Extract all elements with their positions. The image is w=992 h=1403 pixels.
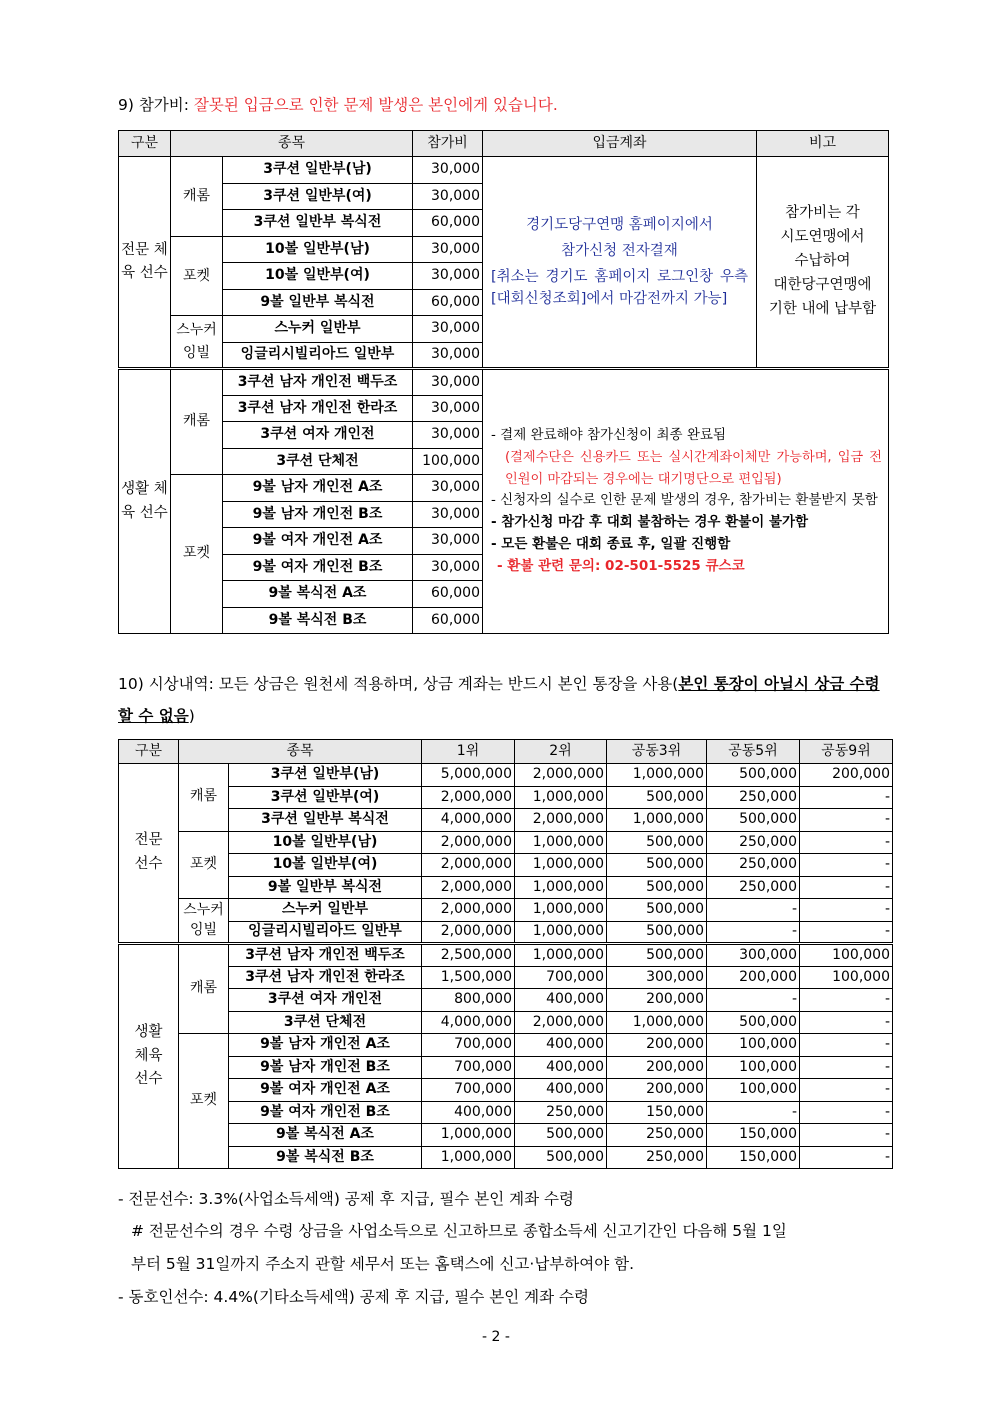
fee-value: 60,000: [413, 581, 483, 608]
prize-row: [119, 1079, 893, 1102]
prize-amount: 250,000: [707, 876, 800, 899]
prize-amount: -: [707, 921, 800, 944]
prize-amount: 1,000,000: [515, 854, 607, 877]
fee-value: 60,000: [413, 607, 483, 634]
prize-amount: 200,000: [607, 989, 707, 1012]
prize-amount: 5,000,000: [422, 764, 515, 787]
prize-row: [119, 786, 893, 809]
header-remark: 비고: [757, 131, 889, 157]
prize-event-name: 10볼 일반부(여): [229, 854, 422, 877]
category-cell: 포켓: [171, 475, 223, 634]
header-fee: 참가비: [413, 131, 483, 157]
prize-amount: 500,000: [707, 764, 800, 787]
payment-line-1: 경기도당구연맹 홈페이지에서: [526, 217, 713, 234]
fee-value: 30,000: [413, 395, 483, 422]
note-4: - 모든 환불은 대회 종료 후, 일괄 진행함: [491, 535, 731, 552]
prize-amount: 500,000: [707, 809, 800, 832]
prize-row: [119, 966, 893, 989]
event-name: 3쿠션 일반부(여): [223, 183, 413, 210]
prize-amount: -: [800, 1146, 893, 1169]
prize-amount: -: [800, 921, 893, 944]
prize-amount: 2,000,000: [515, 1011, 607, 1034]
prize-event-name: 9볼 남자 개인전 A조: [229, 1034, 422, 1057]
event-name: 10볼 일반부(여): [223, 263, 413, 290]
tax-note-2: 부터 5월 31일까지 주소지 관할 세무서 또는 홈택스에 신고·납부하여야 함.: [131, 1255, 635, 1273]
event-name: 9볼 남자 개인전 B조: [223, 501, 413, 528]
prize-amount: -: [707, 989, 800, 1012]
prize-event-name: 잉글리시빌리아드 일반부: [229, 921, 422, 944]
prize-amount: -: [800, 1034, 893, 1057]
remark-line: 수납하여: [794, 253, 851, 270]
prize-amount: -: [707, 1101, 800, 1124]
prize-amount: 500,000: [707, 1011, 800, 1034]
category-cell: 캐롬: [171, 369, 223, 475]
prize-event-name: 3쿠션 단체전: [229, 1011, 422, 1034]
event-name: 10볼 일반부(남): [223, 236, 413, 263]
prize-amount: 2,000,000: [422, 786, 515, 809]
prize-amount: 1,000,000: [515, 921, 607, 944]
prize-amount: 1,000,000: [422, 1146, 515, 1169]
page-number: - 2 -: [482, 1329, 510, 1345]
prize-amount: 250,000: [515, 1101, 607, 1124]
event-name: 스누커 일반부: [223, 316, 413, 343]
category-cell: 캐롬: [171, 157, 223, 237]
tax-line-amateur: - 동호인선수: 4.4%(기타소득세액) 공제 후 지급, 필수 본인 계좌 수령: [118, 1288, 589, 1306]
prize-category-cell: 포켓: [179, 1034, 229, 1169]
fee-value: 30,000: [413, 236, 483, 263]
prize-amount: 2,000,000: [422, 854, 515, 877]
prize-event-name: 3쿠션 여자 개인전: [229, 989, 422, 1012]
prize-amount: -: [800, 854, 893, 877]
header-account: 입금계좌: [483, 131, 757, 157]
fee-value: 60,000: [413, 210, 483, 237]
prize-amount: 200,000: [607, 1056, 707, 1079]
tax-line-pro: - 전문선수: 3.3%(사업소득세액) 공제 후 지급, 필수 본인 계좌 수령: [118, 1190, 574, 1208]
prize-amount: 150,000: [707, 1146, 800, 1169]
prize-row: [119, 876, 893, 899]
prize-row: [119, 1011, 893, 1034]
prize-amount: 250,000: [607, 1146, 707, 1169]
event-name: 3쿠션 일반부 복식전: [223, 210, 413, 237]
event-name: 3쿠션 여자 개인전: [223, 422, 413, 449]
prize-amount: 1,000,000: [607, 1011, 707, 1034]
prize-event-name: 9볼 일반부 복식전: [229, 876, 422, 899]
prize-amount: 2,000,000: [515, 809, 607, 832]
prize-category-cell: 스누커 잉빌: [179, 899, 229, 944]
event-name: 9볼 남자 개인전 A조: [223, 475, 413, 502]
prize-row: [119, 899, 893, 922]
prize-amount: 2,000,000: [515, 764, 607, 787]
prize-event-name: 9볼 복식전 A조: [229, 1124, 422, 1147]
prize-event-name: 9볼 여자 개인전 A조: [229, 1079, 422, 1102]
prize-amount: 400,000: [515, 1034, 607, 1057]
prize-amount: 400,000: [515, 1079, 607, 1102]
prize-amount: 1,000,000: [515, 944, 607, 967]
prize-amount: 800,000: [422, 989, 515, 1012]
event-name: 3쿠션 일반부(남): [223, 157, 413, 184]
prize-amount: 1,000,000: [515, 876, 607, 899]
prize-row: [119, 854, 893, 877]
prize-amount: 100,000: [800, 944, 893, 967]
prize-row: [119, 1034, 893, 1057]
prize-header-9th: 공동9위: [800, 740, 893, 764]
prize-amount: 500,000: [607, 831, 707, 854]
group-amateur: 생활 체육 선수: [119, 369, 171, 634]
prize-header-1st: 1위: [422, 740, 515, 764]
prize-amount: 500,000: [515, 1146, 607, 1169]
event-name: 9볼 여자 개인전 A조: [223, 528, 413, 555]
fee-value: 100,000: [413, 448, 483, 475]
note-3: - 참가신청 마감 후 대회 불참하는 경우 환불이 불가함: [491, 513, 809, 530]
event-name: 9볼 일반부 복식전: [223, 289, 413, 316]
prize-row: [119, 1101, 893, 1124]
fee-value: 30,000: [413, 342, 483, 369]
prize-header-2nd: 2위: [515, 740, 607, 764]
prize-amount: 700,000: [422, 1034, 515, 1057]
event-name: 3쿠션 단체전: [223, 448, 413, 475]
prize-amount: 700,000: [422, 1056, 515, 1079]
prize-amount: 4,000,000: [422, 1011, 515, 1034]
prize-amount: 150,000: [607, 1101, 707, 1124]
prize-amount: 1,000,000: [515, 831, 607, 854]
prize-amount: -: [800, 1101, 893, 1124]
prize-event-name: 9볼 여자 개인전 B조: [229, 1101, 422, 1124]
fee-value: 30,000: [413, 422, 483, 449]
fee-value: 30,000: [413, 369, 483, 396]
prize-row: [119, 989, 893, 1012]
prize-row: [119, 831, 893, 854]
prize-group-amateur: 생활 체육 선수: [119, 944, 179, 1169]
fee-value: 60,000: [413, 289, 483, 316]
event-name: 9볼 여자 개인전 B조: [223, 554, 413, 581]
fee-value: 30,000: [413, 157, 483, 184]
prize-header-event: 종목: [179, 740, 422, 764]
prize-amount: 150,000: [707, 1124, 800, 1147]
prize-amount: 2,500,000: [422, 944, 515, 967]
prize-amount: -: [707, 899, 800, 922]
prize-amount: 500,000: [607, 944, 707, 967]
prize-amount: 2,000,000: [422, 876, 515, 899]
prize-amount: 2,000,000: [422, 831, 515, 854]
prize-header-category: 구분: [119, 740, 179, 764]
event-name: 잉글리시빌리아드 일반부: [223, 342, 413, 369]
prize-amount: 250,000: [707, 831, 800, 854]
prize-category-cell: 포켓: [179, 831, 229, 899]
prize-event-name: 스누커 일반부: [229, 899, 422, 922]
fee-value: 30,000: [413, 475, 483, 502]
prize-category-cell: 캐롬: [179, 944, 229, 1034]
prize-amount: 1,000,000: [422, 1124, 515, 1147]
prize-amount: -: [800, 1056, 893, 1079]
header-category: 구분: [119, 131, 171, 157]
remark-line: 기한 내에 납부함: [768, 300, 877, 317]
prize-amount: 1,000,000: [607, 809, 707, 832]
fee-row: [119, 369, 889, 396]
prize-amount: 500,000: [607, 876, 707, 899]
prize-amount: 500,000: [607, 899, 707, 922]
prize-amount: -: [800, 899, 893, 922]
note-1b: (결제수단은 신용카드 또는 실시간계좌이체만 가능하며, 입금 전 인원이 마감되는 경우에는 대기명단으로 편입됨): [505, 450, 882, 487]
prize-group-pro: 전문 선수: [119, 764, 179, 944]
fee-value: 30,000: [413, 263, 483, 290]
prize-amount: -: [800, 809, 893, 832]
prize-row: [119, 1056, 893, 1079]
prize-amount: 200,000: [707, 966, 800, 989]
event-name: 9볼 복식전 B조: [223, 607, 413, 634]
prize-amount: 1,500,000: [422, 966, 515, 989]
prize-amount: -: [800, 1011, 893, 1034]
event-name: 3쿠션 남자 개인전 백두조: [223, 369, 413, 396]
remark-line: 대한당구연맹에: [773, 276, 872, 293]
prize-amount: 250,000: [707, 854, 800, 877]
prize-header-3rd: 공동3위: [607, 740, 707, 764]
prize-table: [118, 739, 893, 1169]
remark-line: 참가비는 각: [785, 205, 860, 222]
prize-amount: -: [800, 876, 893, 899]
prize-amount: 1,000,000: [607, 764, 707, 787]
remark-line: 시도연맹에서: [780, 229, 865, 246]
prize-event-name: 3쿠션 남자 개인전 백두조: [229, 944, 422, 967]
prize-category-cell: 캐롬: [179, 764, 229, 832]
prize-amount: 500,000: [607, 854, 707, 877]
prize-amount: -: [800, 1124, 893, 1147]
note-5: - 환불 관련 문의: 02-501-5525 큐스코: [497, 557, 745, 574]
fee-row: [119, 157, 889, 184]
category-cell: 스누커 잉빌: [171, 316, 223, 369]
prize-amount: 400,000: [515, 1056, 607, 1079]
prize-amount: 250,000: [707, 786, 800, 809]
fee-value: 30,000: [413, 554, 483, 581]
prize-row: [119, 1124, 893, 1147]
prize-amount: 500,000: [515, 1124, 607, 1147]
header-event: 종목: [171, 131, 413, 157]
prize-row: [119, 944, 893, 967]
prize-amount: 400,000: [515, 989, 607, 1012]
prize-amount: -: [800, 989, 893, 1012]
group-pro: 전문 체육 선수: [119, 157, 171, 369]
prize-warning: 본인 통장이 아닐시 상금 수령할 수 없음: [118, 675, 880, 725]
prize-amount: 100,000: [707, 1056, 800, 1079]
section-10-title: 10) 시상내역: 모든 상금은 원천세 적용하며, 상금 계좌는 반드시 본인 통장을 사용(본인 통장이 아닐시 상금 수령할 수 없음): [118, 675, 880, 725]
prize-amount: 100,000: [800, 966, 893, 989]
prize-amount: 200,000: [607, 1034, 707, 1057]
prize-amount: 300,000: [607, 966, 707, 989]
prize-amount: 500,000: [607, 786, 707, 809]
prize-row: [119, 1146, 893, 1169]
category-cell: 포켓: [171, 236, 223, 316]
fee-warning: 잘못된 입금으로 인한 문제 발생은 본인에게 있습니다.: [193, 96, 558, 114]
prize-event-name: 10볼 일반부(남): [229, 831, 422, 854]
prize-amount: 2,000,000: [422, 921, 515, 944]
refund-notes: [483, 369, 889, 634]
prize-amount: 700,000: [422, 1079, 515, 1102]
prize-amount: 400,000: [422, 1101, 515, 1124]
payment-line-2: 참가신청 전자결재: [561, 242, 678, 259]
fee-value: 30,000: [413, 528, 483, 555]
prize-amount: 300,000: [707, 944, 800, 967]
prize-amount: 700,000: [515, 966, 607, 989]
prize-amount: 1,000,000: [515, 786, 607, 809]
section-9-title: 9) 참가비: 잘못된 입금으로 인한 문제 발생은 본인에게 있습니다.: [118, 96, 558, 114]
event-name: 9볼 복식전 A조: [223, 581, 413, 608]
note-1: - 결제 완료해야 참가신청이 최종 완료됨: [491, 427, 726, 444]
cancel-note: [취소는 경기도 홈페이지 로그인창 우측 [대회신청조회]에서 마감전까지 가능]: [491, 268, 748, 308]
prize-event-name: 3쿠션 남자 개인전 한라조: [229, 966, 422, 989]
prize-amount: -: [800, 1079, 893, 1102]
prize-row: [119, 921, 893, 944]
prize-amount: 250,000: [607, 1124, 707, 1147]
remark-cell: [757, 157, 889, 369]
prize-event-name: 9볼 남자 개인전 B조: [229, 1056, 422, 1079]
prize-amount: 200,000: [607, 1079, 707, 1102]
prize-row: [119, 809, 893, 832]
event-name: 3쿠션 남자 개인전 한라조: [223, 395, 413, 422]
fee-value: 30,000: [413, 183, 483, 210]
note-2: - 신청자의 실수로 인한 문제 발생의 경우, 참가비는 환불받지 못함: [491, 492, 878, 509]
fee-table: [118, 130, 889, 634]
prize-event-name: 9볼 복식전 B조: [229, 1146, 422, 1169]
prize-event-name: 3쿠션 일반부 복식전: [229, 809, 422, 832]
prize-amount: 1,000,000: [515, 899, 607, 922]
prize-amount: -: [800, 786, 893, 809]
prize-amount: 4,000,000: [422, 809, 515, 832]
prize-amount: 200,000: [800, 764, 893, 787]
prize-event-name: 3쿠션 일반부(여): [229, 786, 422, 809]
prize-amount: 2,000,000: [422, 899, 515, 922]
prize-amount: 100,000: [707, 1034, 800, 1057]
prize-row: [119, 764, 893, 787]
fee-value: 30,000: [413, 501, 483, 528]
prize-header-5th: 공동5위: [707, 740, 800, 764]
prize-event-name: 3쿠션 일반부(남): [229, 764, 422, 787]
fee-value: 30,000: [413, 316, 483, 343]
prize-amount: 500,000: [607, 921, 707, 944]
prize-amount: 100,000: [707, 1079, 800, 1102]
prize-amount: -: [800, 831, 893, 854]
tax-note-1: # 전문선수의 경우 수령 상금을 사업소득으로 신고하므로 종합소득세 신고기간인 다음해 5월 1일: [131, 1222, 787, 1240]
payment-info: [483, 157, 757, 369]
